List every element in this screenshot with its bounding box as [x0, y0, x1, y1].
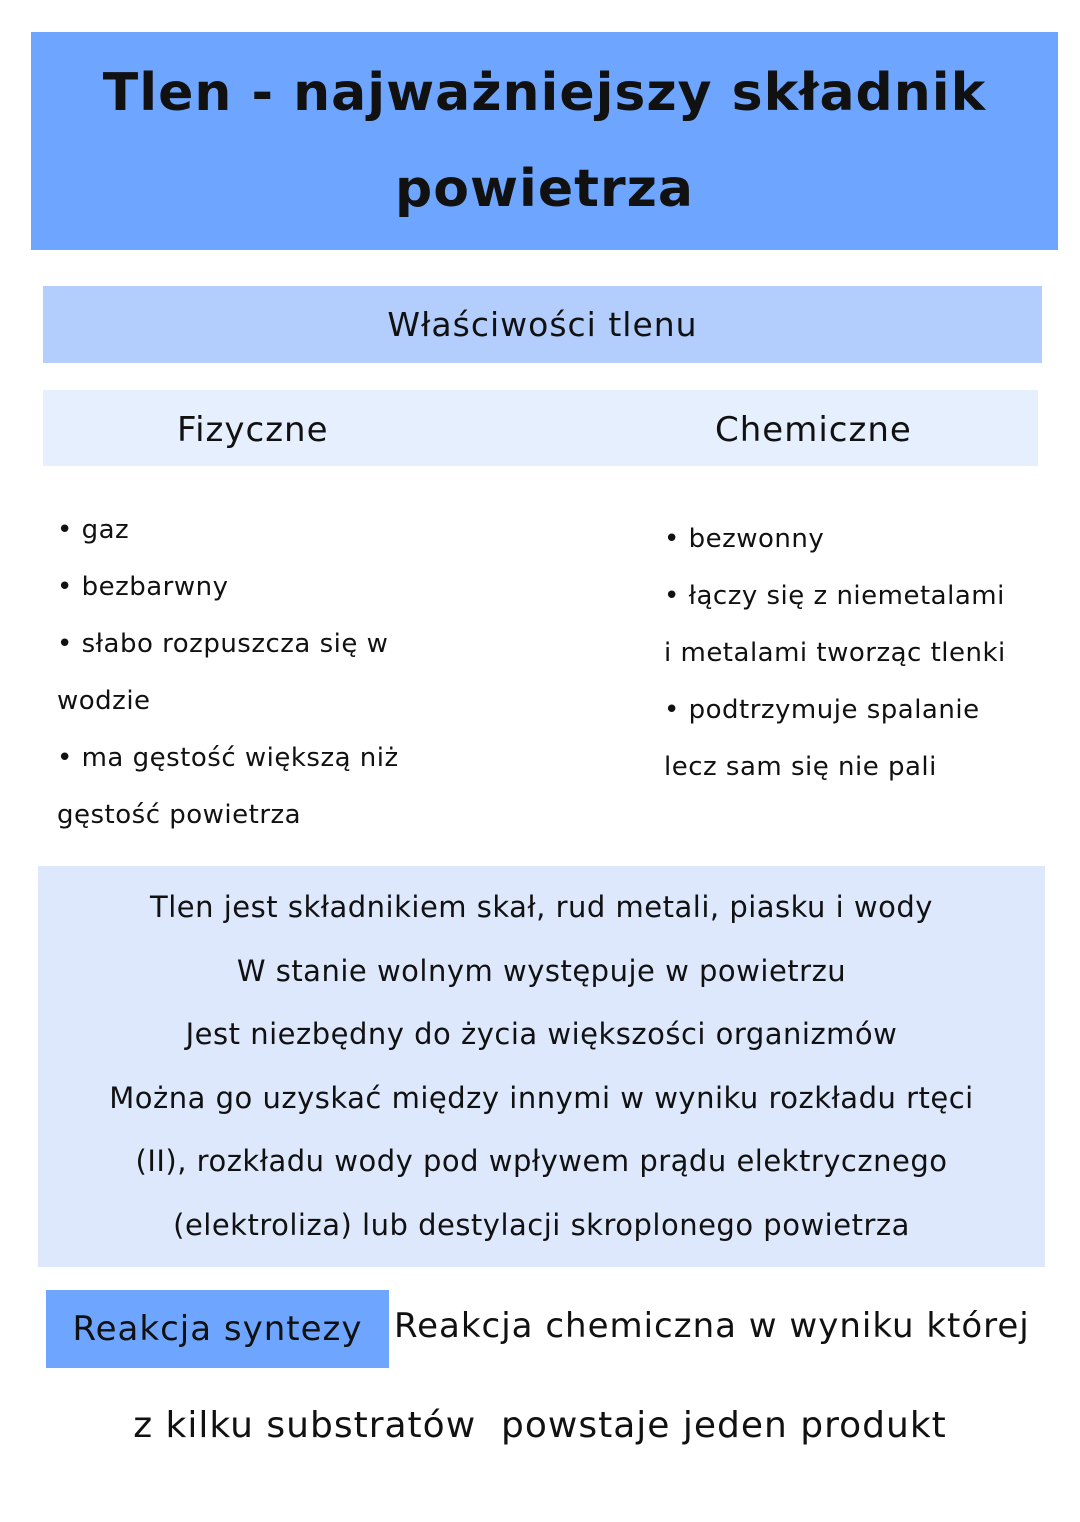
info-line: W stanie wolnym występuje w powietrzu	[236, 953, 847, 988]
info-line: Można go uzyskać między innymi w wyniku rozkładu rtęci	[109, 1080, 974, 1115]
section-title: Właściwości tlenu	[43, 286, 1042, 363]
info-line: (elektroliza) lub destylacji skroplonego powietrza	[173, 1207, 910, 1242]
list-item: • gaz	[57, 515, 130, 545]
definition-text-line-2: z kilku substratów powstaje jeden produkt	[133, 1405, 947, 1446]
list-item: lecz sam się nie pali	[664, 752, 937, 782]
title-line-1: Tlen - najważniejszy składnik	[102, 63, 987, 123]
info-box	[38, 866, 1045, 1267]
list-item: • ma gęstość większą niż	[57, 743, 399, 773]
info-line: Jest niezbędny do życia większości organizmów	[185, 1017, 898, 1051]
list-item: • łączy się z niemetalami	[664, 581, 1005, 611]
list-item: • bezwonny	[664, 524, 825, 554]
info-line: (II), rozkładu wody pod wpływem prądu elektrycznego	[135, 1144, 948, 1178]
list-item: gęstość powietrza	[57, 800, 302, 830]
list-item: wodzie	[57, 686, 151, 716]
title-line-2: powietrza	[395, 159, 694, 219]
physical-list	[57, 502, 399, 844]
info-line: Tlen jest składnikiem skał, rud metali, piasku i wody	[150, 890, 933, 924]
list-item: • słabo rozpuszcza się w	[57, 629, 389, 659]
title-banner	[31, 32, 1058, 250]
definition-text-line-1: Reakcja chemiczna w wyniku której	[394, 1306, 1030, 1346]
list-item: i metalami tworząc tlenki	[664, 638, 1006, 668]
definition-term: Reakcja syntezy	[46, 1290, 389, 1368]
chemical-heading: Chemiczne	[715, 410, 912, 450]
physical-heading: Fizyczne	[177, 410, 329, 450]
list-item: • podtrzymuje spalanie	[664, 695, 980, 725]
chemical-list	[664, 511, 1006, 796]
list-item: • bezbarwny	[57, 572, 229, 602]
